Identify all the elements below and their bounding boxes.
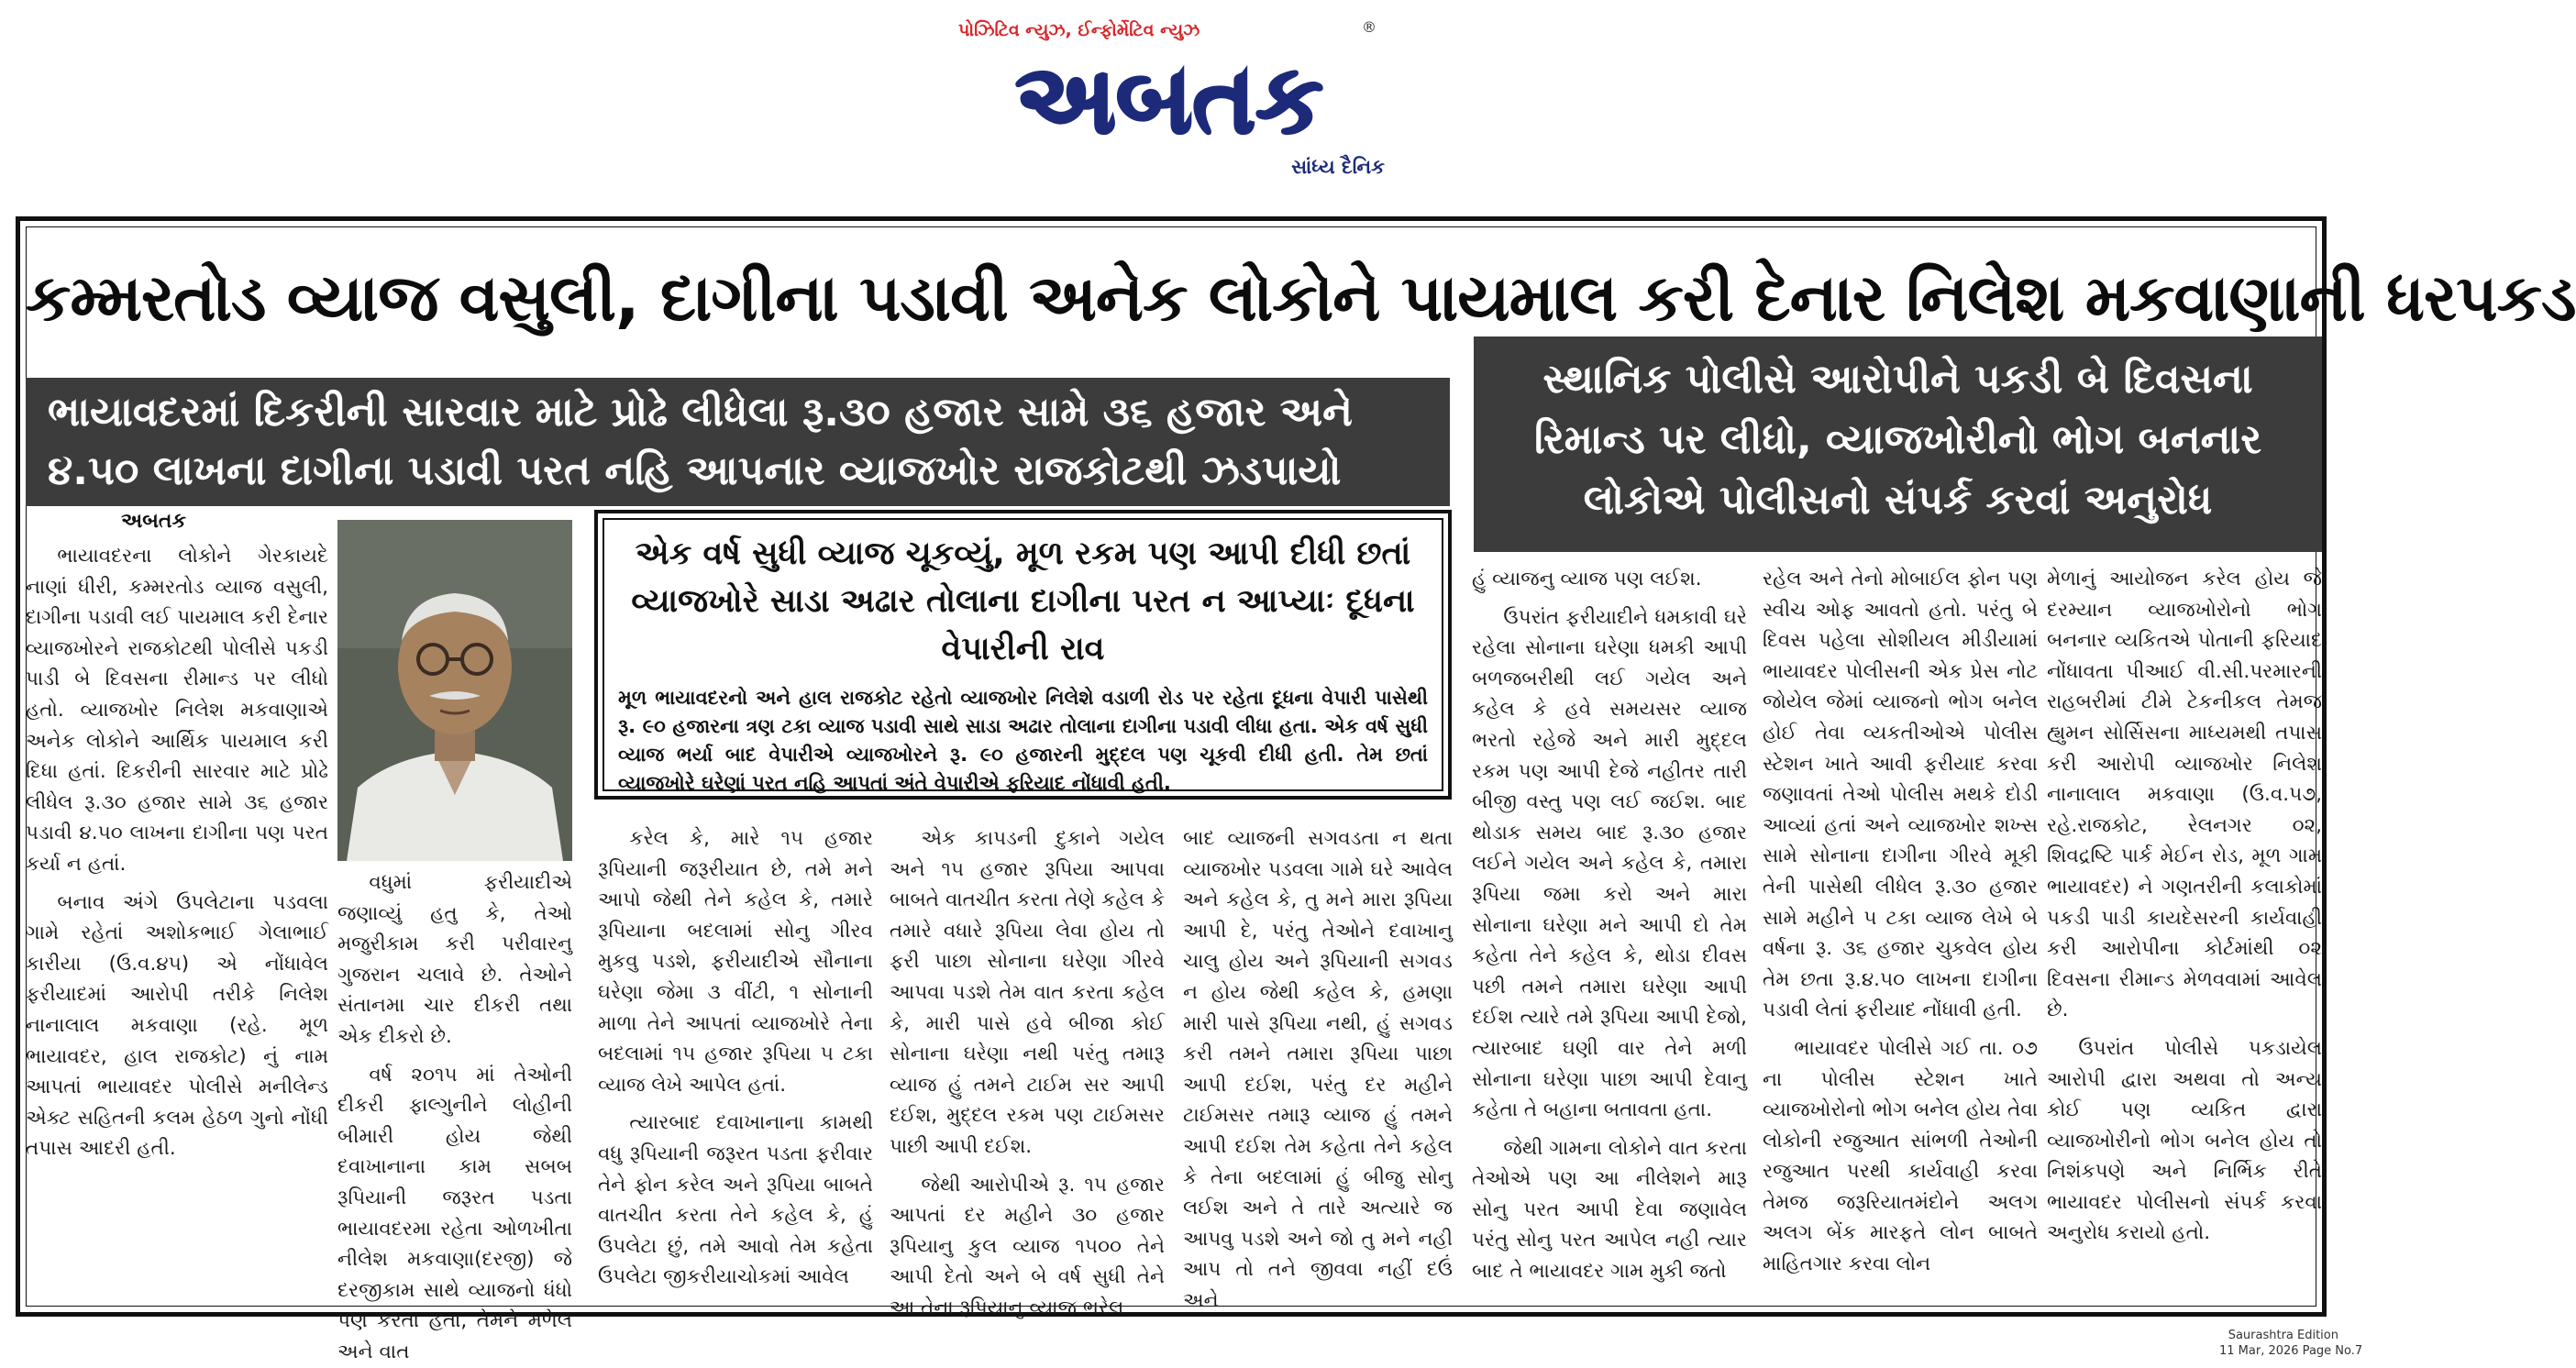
masthead-tagline: પોઝિટિવ ન્યુઝ, ઈન્ફોર્મેટિવ ન્યુઝ xyxy=(958,20,1200,40)
paragraph: બનાવ અંગે ઉપલેટાના પડવલા ગામે રહેતાં અશોકભાઈ ગેલાભાઈ કારીયા (ઉ.વ.૪૫) એ નોંધાવેલ ફરીયાદમાં આરોપી તરીકે નિલેશ નાનાલાલ મકવાણા (રહે. મૂળ ભાયાવદર, હાલ રાજકોટ) નું નામ આપતાં ભાયાવદર પોલીસે મનીલેન્ડ એક્ટ સહિતની કલમ હેઠળ ગુનો નોંધી તપાસ આદરી હતી. xyxy=(26,890,328,1161)
paragraph: રહેલ અને તેનો મોબાઈલ ફોન પણ સ્વીચ ઓફ આવતો હતો. પરંતુ બે દિવસ પહેલા સોશીયલ મીડીયામાં ભાયાવદર પોલીસની એક પ્રેસ નોટ જોયેલ જેમાં વ્યાજનો ભોગ બનેલ હોઈ તેવા વ્યકતીઓએ પોલીસ સ્ટેશન ખાતે આવી ફરીયાદ કરવા જણાવતાં તેઓ પોલીસ મથકે દોડી આવ્યાં હતાં અને વ્યાજખોર શખ્સ સામે સોનાના દાગીના ગીરવે મૂકી તેની પાસેથી લીધેલ રૂ.૩૦ હજાર સામે મહીને ૫ ટકા વ્યાજ લેખે બે વર્ષના રૂ. ૩૬ હજાર ચુકવેલ હોય તેમ છતા રૂ.૪.૫૦ લાખના દાગીના પડાવી લેતાં ફરીયાદ નોંધાવી હતી. xyxy=(1763,568,2038,1022)
column-5 xyxy=(1472,564,1747,1284)
paragraph: વર્ષ ૨૦૧૫ માં તેઓની દીકરી ફાલ્ગુનીને લોહીની બીમારી હોય જેથી દવાખાનાના કામ સબબ રૂપિયાની જરૂરત પડતા ભાયાવદરમા રહેતા ઓળખીતા નીલેશ મકવાણા(દરજી) જે દરજીકામ સાથે વ્યાજનો ધંધો પણ કરતા હતા, તેમને મળેલ અને વાત xyxy=(337,1063,572,1363)
logo-text: અબતક xyxy=(1015,43,1323,155)
callout-title: એક વર્ષ સુધી વ્યાજ ચૂકવ્યું, મૂળ રકમ પણ આપી દીધી છતાં વ્યાજખોરે સાડા અઢાર તોલાના દાગીના પરત ન આપ્યાઃ દૂધના વેપારીની રાવ xyxy=(631,535,1415,667)
paragraph: કરેલ કે, મારે ૧૫ હજાર રૂપિયાની જરૂરીયાત છે, તમે મને આપો જેથી તેને કહેલ કે, તમારે રૂપિયાના બદલામાં સોનુ ગીરવ મુકવુ પડશે, ફરીયાદીએ સૌનાના ઘરેણા જેમા ૩ વીંટી, ૧ સોનાની માળા તેને આપતાં વ્યાજખોરે તેના બદલામાં ૧૫ હજાર રૂપિયા ૫ ટકા વ્યાજ લેખે આપેલ હતાં. xyxy=(598,827,873,1097)
subhead-right: સ્થાનિક પોલીસે આરોપીને પકડી બે દિવસના રિમાન્ડ પર લીધો, વ્યાજખોરીનો ભોગ બનનાર લોકોએ પોલીસનો સંપર્ક કરવાં અનુરોધ xyxy=(1474,336,2322,552)
paragraph: ભાયાવદર પોલીસે ગઈ તા. ૦૭ ના પોલીસ સ્ટેશન ખાતે વ્યાજખોરોનો ભોગ બનેલ હોય તેવા લોકોની રજુઆત સાંભળી તેઓની રજુઆત પરથી કાર્યવાહી કરવા તેમજ જરૂરિયાતમંદોને અલગ અલગ બેંક મારફતે લોન બાબતે માહિતગાર કરવા લોન xyxy=(1763,1036,2038,1276)
paragraph: બાદ વ્યાજની સગવડતા ન થતા વ્યાજખોર પડવલા ગામે ઘરે આવેલ અને કહેલ કે, તુ મને મારા રૂપિયા આપી દે, પરંતુ તેઓને દવાખાનુ ચાલુ હોય અને રૂપિયાની સગવડ ન હોય જેથી કહેલ કે, હમણા મારી પાસે રૂપિયા નથી, હું સગવડ કરી તમને તમારા રૂપિયા પાછા આપી દઈશ, પરંતુ દર મહીને ટાઈમસર તમારૂ વ્યાજ હું તમને આપી દઈશ તેમ કહેતા તેને કહેલ કે તેના બદલામાં હું બીજુ સોનુ લઈશ અને તે તારે અત્યારે જ આપવુ પડશે અને જો તુ મને નહી આપ તો તને જીવવા નહીં દઉં અને xyxy=(1183,827,1453,1312)
edition-info xyxy=(2219,1328,2363,1359)
column-7 xyxy=(2047,564,2322,1284)
portrait-illustration xyxy=(337,520,572,861)
column-1-top xyxy=(26,541,328,1284)
byline: અબતક xyxy=(121,510,186,533)
paragraph: ભાયાવદરના લોકોને ગેરકાયદે નાણાં ધીરી, કમ્મરતોડ વ્યાજ વસુલી, દાગીના પડાવી લઈ પાયમાલ કરી દેનાર વ્યાજખોરને રાજકોટથી પોલીસે પકડી પાડી બે દિવસના રીમાન્ડ પર લીધો હતો. વ્યાજખોર નિલેશ મકવાણાએ અનેક લોકોને આર્થિક પાયમાલ કરી દિધા હતાં. દિકરીની સારવાર માટે પ્રોઢે લીધેલ રૂ.૩૦ હજાર સામે ૩૬ હજાર પડાવી ૪.૫૦ લાખના દાગીના પણ પરત કર્યા ન હતાં. xyxy=(26,545,328,876)
paragraph: જેથી ગામના લોકોને વાત કરતા તેઓએ પણ આ નીલેશને મારૂ સોનુ પરત આપી દેવા જણાવેલ પરંતુ સોનુ પરત આપેલ નહી ત્યાર બાદ તે ભાયાવદર ગામ મુકી જતો xyxy=(1472,1136,1747,1284)
column-3 xyxy=(890,823,1165,1319)
article-headline: કમ્મરતોડ વ્યાજ વસુલી, દાગીના પડાવી અનેક લોકોને પાયમાલ કરી દેનાર નિલેશ મકવાણાની ધરપકડ xyxy=(26,260,2576,336)
paragraph: મેળાનું આયોજન કરેલ હોય જે દરમ્યાન વ્યાજખોરોનો ભોગ બનનાર વ્યકિતએ પોતાની ફરિયાદ નોંધાવતા પીઆઈ વી.સી.પરમારની રાહબરીમાં ટીમે ટેકનીકલ તેમજ હ્યુમન સોર્સિસના માધ્યમથી તપાસ કરી આરોપી વ્યાજખોર નિલેશ નાનાલાલ મકવાણા (ઉ.વ.૫૭, રહે.રાજકોટ, રેલનગર ૦૨, શિવદ્રષ્ટિ પાર્ક મેઈન રોડ, મૂળ ગામ ભાયાવદર) ને ગણતરીની કલાકોમાં પકડી પાડી કાયદેસરની કાર્યવાહી કરી આરોપીના કોર્ટમાંથી ૦૨ દિવસના રીમાન્ડ મેળવવામાં આવેલ છે. xyxy=(2047,568,2322,1022)
edition-date-page: 11 Mar, 2026 Page No.7 xyxy=(2219,1344,2363,1358)
accused-photo xyxy=(337,520,572,861)
paragraph: હું વ્યાજનુ વ્યાજ પણ લઈશ. xyxy=(1472,568,1702,590)
paragraph: ઉપરાંત ફરીયાદીને ધમકાવી ઘરે રહેલા સોનાના ઘરેણા ધમકી આપી બળજબરીથી લઈ ગયેલ અને કહેલ કે હવે સમયસર વ્યાજ ભરતો રહેજે અને મારી મુદ્દલ રકમ પણ આપી દેજે નહીતર તારી બીજી વસ્તુ પણ લઈ જઈશ. બાદ થોડાક સમય બાદ રૂ.૩૦ હજાર લઈને ગયેલ અને કહેલ કે, તમારા રૂપિયા જમા કરો અને મારા સોનાના ઘરેણા મને આપી દો તેમ કહેતા તેને કહેલ કે, થોડા દીવસ પછી તમને તમારા ઘરેણા આપી દઈશ ત્યારે તમે રૂપિયા આપી દેજો, ત્યારબાદ ઘણી વાર તેને મળી સોનાના ઘરેણા પાછા આપી દેવાનુ કહેતા તે બહાના બતાવતા હતા. xyxy=(1472,605,1747,1122)
subhead-left: ભાયાવદરમાં દિકરીની સારવાર માટે પ્રોઢે લીધેલા રૂ.૩૦ હજાર સામે ૩૬ હજાર અને ૪.૫૦ લાખના દાગીના પડાવી પરત નહિ આપનાર વ્યાજખોર રાજકોટથી ઝડપાયો xyxy=(26,378,1450,506)
column-2 xyxy=(598,823,873,1289)
masthead xyxy=(0,0,2343,211)
paragraph: વધુમાં ફરીયાદીએ જણાવ્યું હતુ કે, તેઓ મજુરીકામ કરી પરીવારનુ ગુજરાન ચલાવે છે. તેઓને સંતાનમા ચાર દીકરી તથા એક દીકરો છે. xyxy=(337,871,572,1048)
paragraph: ઉપરાંત પોલીસે પકડાયેલ આરોપી દ્વારા અથવા તો અન્ય કોઈ પણ વ્યકિત દ્વારા વ્યાજખોરીનો ભોગ બનેલ હોય તો નિશંકપણે અને નિર્ભિક રીતે ભાયાવદર પોલીસનો સંપર્ક કરવા અનુરોધ કરાયો હતો. xyxy=(2047,1036,2322,1245)
callout-box xyxy=(594,510,1452,800)
paragraph: એક કાપડની દુકાને ગયેલ અને ૧૫ હજાર રૂપિયા આપવા બાબતે વાતચીત કરતા તેણે કહેલ કે તમારે વધારે રૂપિયા લેવા હોય તો ફરી પાછા સોનાના ઘરેણા ગીરવે આપવા પડશે તેમ વાત કરતા કહેલ કે, મારી પાસે હવે બીજા કોઈ સોનાના ઘરેણા નથી પરંતુ તમારૂ વ્યાજ હું તમને ટાઈમ સર આપી દઈશ, મુદ્દલ રકમ પણ ટાઈમસર પાછી આપી દઈશ. xyxy=(890,827,1165,1158)
column-1-bottom xyxy=(337,867,572,1363)
paragraph: ત્યારબાદ દવાખાનાના કામથી વધુ રૂપિયાની જરૂરત પડતા ફરીવાર તેને ફોન કરેલ અને રૂપિયા બાબતે વાતચીત કરતા તેને કહેલ કે, હું ઉપલેટા છું, તમે આવો તેમ કહેતા ઉપલેટા જીકરીયાચોકમાં આવેલ xyxy=(598,1111,873,1289)
masthead-subtitle: સાંધ્ય દૈનિક xyxy=(1291,156,1385,178)
abtak-logo xyxy=(963,42,1376,155)
callout-body: મૂળ ભાયાવદરનો અને હાલ રાજકોટ રહેતો વ્યાજખોર નિલેશે વડાળી રોડ પર રહેતા દૂધના વેપારી પાસેથી રૂ. ૯૦ હજારના ત્રણ ટકા વ્યાજ પડાવી સાથે સાડા અઢાર તોલાના દાગીના પડાવી લીધા હતા. એક વર્ષ સુધી વ્યાજ ભર્યા બાદ વેપારીએ વ્યાજખોરને રૂ. ૯૦ હજારની મુદ્દલ પણ ચૂકવી દીધી હતી. તેમ છતાં વ્યાજખોરે ઘરેણાં પરત નહિ આપતાં અંતે વેપારીએ ફરિયાદ નોંધાવી હતી. xyxy=(618,687,1428,794)
paragraph: જેથી આરોપીએ રૂ. ૧૫ હજાર આપતાં દર મહીને ૩૦ હજાર રૂપિયાનુ કુલ વ્યાજ ૧૫૦૦ તેને આપી દેતો અને બે વર્ષ સુધી તેને આ તેના રૂપિયાનુ વ્યાજ ભરેલ xyxy=(890,1173,1165,1319)
edition-name: Saurashtra Edition xyxy=(2228,1329,2338,1342)
registered-mark: ® xyxy=(1362,18,1376,36)
column-6 xyxy=(1763,564,2038,1284)
column-4 xyxy=(1183,823,1453,1312)
